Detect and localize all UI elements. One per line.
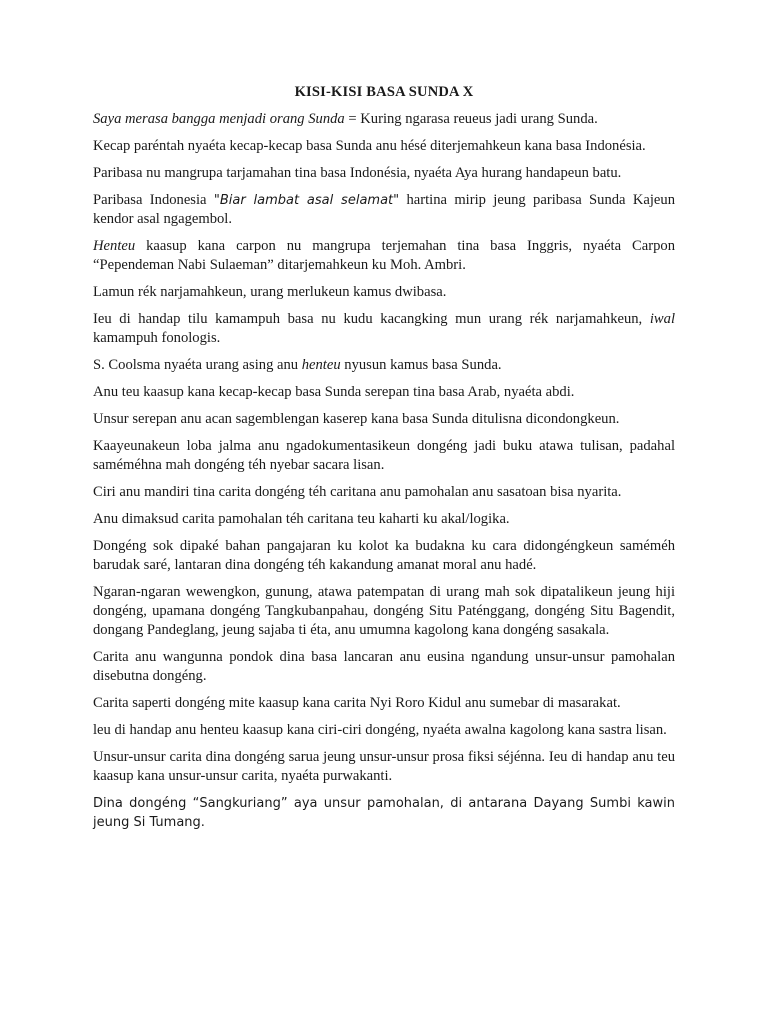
paragraph-15: Ngaran-ngaran wewengkon, gunung, atawa patempatan di urang mah sok dipatalikeun jeung hiji dongéng, upamana dongéng Tangkubanpahau, dongéng Situ Paténggang, dongéng Situ Bagendit, dongang Pandeglang, jeung sajaba ti éta, anu umumna kagolong kana dongéng sasakala. — [93, 584, 675, 638]
paragraph-8 — [93, 356, 675, 375]
paragraph-9: Anu teu kaasup kana kecap-kecap basa Sunda serepan tina basa Arab, nyaéta abdi. — [93, 384, 575, 400]
paragraph-4 — [93, 191, 675, 229]
paragraph-5 — [93, 237, 675, 275]
paragraph-1 — [93, 110, 675, 129]
paragraph-7-italic: iwal — [649, 311, 675, 327]
paragraph-2: Kecap paréntah nyaéta kecap-kecap basa Sunda anu hésé diterjemahkeun kana basa Indonésia. — [93, 138, 646, 154]
paragraph-19: Unsur-unsur carita dina dongéng sarua jeung unsur-unsur prosa fiksi séjénna. Ieu di handap anu teu kaasup kana unsur-unsur carita, nyaéta purwakanti. — [93, 749, 675, 784]
paragraph-10: Unsur serepan anu acan sagemblengan kaserep kana basa Sunda ditulisna dicondongkeun. — [93, 411, 620, 427]
paragraph-13: Anu dimaksud carita pamohalan téh caritana teu kaharti ku akal/logika. — [93, 511, 510, 527]
paragraph-8-after: nyusun kamus basa Sunda. — [340, 357, 502, 373]
paragraph-8-italic: henteu — [301, 357, 341, 373]
paragraph-5-italic: Henteu — [93, 238, 136, 254]
paragraph-17: Carita saperti dongéng mite kaasup kana carita Nyi Roro Kidul anu sumebar di masarakat. — [93, 695, 621, 711]
paragraph-4-after: hartina mirip jeung paribasa Sunda Kajeun kendor asal ngagembol. — [93, 192, 675, 227]
paragraph-7 — [93, 310, 675, 348]
paragraph-14: Dongéng sok dipaké bahan pangajaran ku kolot ka budakna ku cara didongéngkeun saméméh barudak saré, lantaran dina dongéng téh kakandung amanat moral anu hadé. — [93, 538, 675, 573]
paragraph-1-italic: Saya merasa bangga menjadi orang Sunda — [93, 111, 345, 127]
document-page — [93, 84, 675, 840]
document-title: KISI-KISI BASA SUNDA X — [294, 84, 474, 100]
paragraph-4-before: Paribasa Indonesia — [93, 192, 214, 208]
paragraph-4-quote: "Biar lambat asal selamat" — [213, 193, 400, 208]
paragraph-7-before: Ieu di handap tilu kamampuh basa nu kudu kacangking mun urang rék narjamahkeun, — [93, 311, 650, 327]
paragraph-3: Paribasa nu mangrupa tarjamahan tina basa Indonésia, nyaéta Aya hurang handapeun batu. — [93, 165, 622, 181]
paragraph-5-rest: kaasup kana carpon nu mangrupa terjemahan tina basa Inggris, nyaéta Carpon “Pependeman Nabi Sulaeman” ditarjemahkeun ku Moh. Ambri. — [93, 238, 675, 273]
paragraph-1-rest: = Kuring ngarasa reueus jadi urang Sunda. — [344, 111, 598, 127]
paragraph-20: Dina dongéng “Sangkuriang” aya unsur pamohalan, di antarana Dayang Sumbi kawin jeung Si Tumang. — [93, 796, 675, 830]
paragraph-11: Kaayeunakeun loba jalma anu ngadokumentasikeun dongéng jadi buku atawa tulisan, padahal saméméhna mah dongéng téh nyebar sacara lisan. — [93, 438, 675, 473]
paragraph-18: leu di handap anu henteu kaasup kana ciri-ciri dongéng, nyaéta awalna kagolong kana sastra lisan. — [93, 722, 667, 738]
paragraph-16: Carita anu wangunna pondok dina basa lancaran anu eusina ngandung unsur-unsur pamohalan disebutna dongéng. — [93, 649, 675, 684]
paragraph-7-after: kamampuh fonologis. — [93, 330, 221, 346]
paragraph-6: Lamun rék narjamahkeun, urang merlukeun kamus dwibasa. — [93, 284, 447, 300]
paragraph-12: Ciri anu mandiri tina carita dongéng téh caritana anu pamohalan anu sasatoan bisa nyarita. — [93, 484, 622, 500]
paragraph-8-before: S. Coolsma nyaéta urang asing anu — [93, 357, 302, 373]
